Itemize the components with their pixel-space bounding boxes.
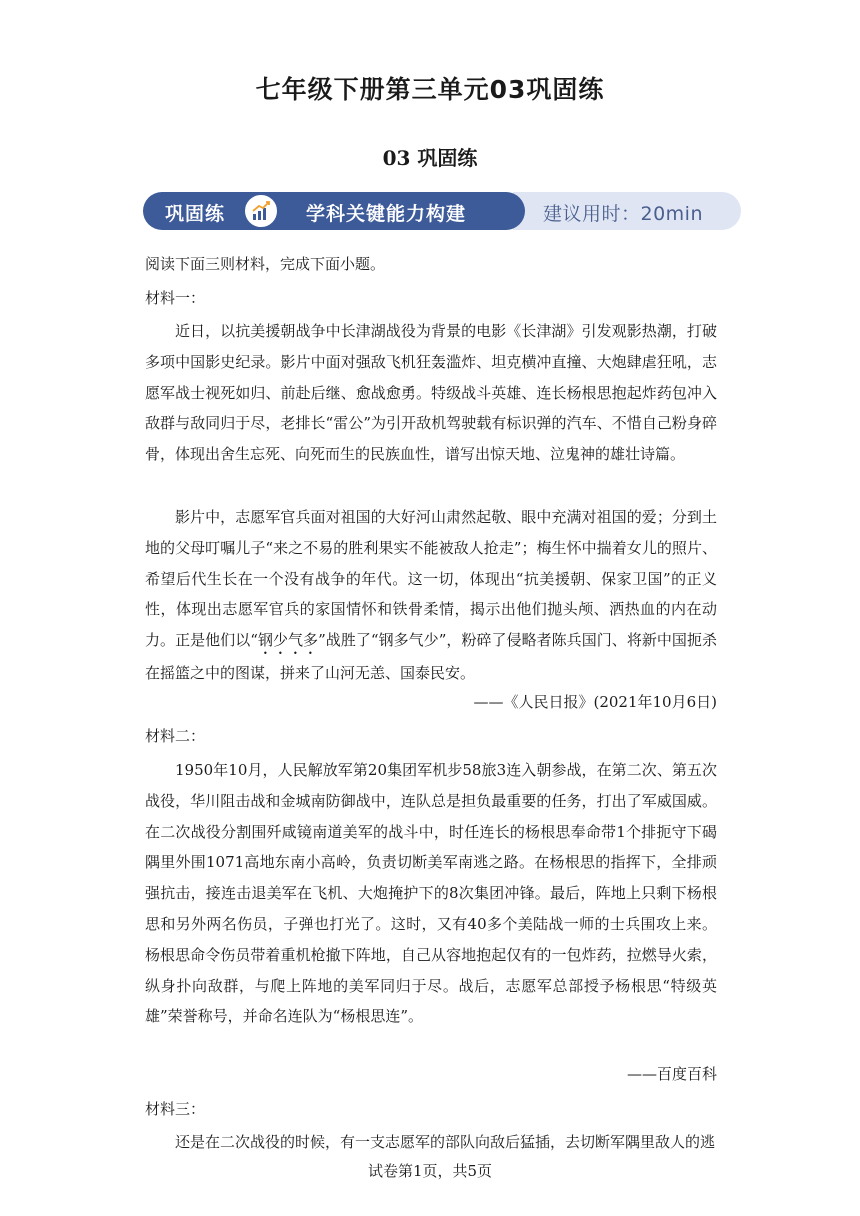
chart-growth-icon	[243, 193, 279, 229]
page-footer: 试卷第1页，共5页	[367, 1162, 493, 1180]
material-3-paragraph: 还是在二次战役的时候，有一支志愿军的部队向敌后猛插，去切断军隅里敌人的逃	[175, 1133, 716, 1151]
practice-banner	[143, 192, 741, 230]
material-2-label: 材料二：	[145, 727, 206, 745]
material-3-label: 材料三：	[145, 1100, 206, 1118]
material-1-paragraph-2	[145, 502, 717, 689]
banner-time-label: 建议用时：20min	[543, 203, 704, 225]
document-title: 七年级下册第三单元03巩固练	[255, 75, 605, 104]
instruction-text: 阅读下面三则材料，完成下面小题。	[145, 255, 386, 273]
banner-practice-label: 巩固练	[165, 203, 226, 225]
material-2-paragraph: 1950年10月，人民解放军第20集团军机步58旅3连入朝参战，在第二次、第五次战役，华川阻击战和金城南防御战中，连队总是担负最重要的任务，打出了军威国威。在二次战役分割围歼咸镜南道美军的战斗中，时任连长的杨根思奉命带1个排扼守下碣隅里外围1071高地东南小高岭，负责切断美军南逃之路。在杨根思的指挥下，全排顽强抗击，接连击退美军在飞机、大炮掩护下的8次集团冲锋。最后，阵地上只剩下杨根思和另外两名伤员，子弹也打光了。这时，又有40多个美陆战一师的士兵围攻上来。杨根思命令伤员带着重机枪撤下阵地，自己从容地抱起仅有的一包炸药，拉燃导火索，纵身扑向敌群，与爬上阵地的美军同归于尽。战后，志愿军总部授予杨根思“特级英雄”荣誉称号，并命名连队为“杨根思连”。	[145, 761, 717, 1026]
banner-skill-label: 学科关键能力构建	[306, 203, 467, 225]
material-1-source: ——《人民日报》(2021年10月6日)	[473, 693, 717, 711]
section-title: 03 巩固练	[382, 146, 478, 170]
paragraph-text: 影片中，志愿军官兵面对祖国的大好河山肃然起敬、眼中充满对祖国的爱；分到土地的父母叮嘱儿子“来之不易的胜利果实不能被敌人抢走”；梅生怀中揣着女儿的照片、希望后代生长在一个没有战争的年代。这一切，体现出“抗美援朝、保家卫国”的正义性，体现出志愿军官兵的家国情怀和铁骨柔情，揭示出他们抛头颅、洒热血的内在动力。正是他们以“	[145, 508, 717, 650]
material-1-label: 材料一：	[145, 289, 206, 307]
material-2-source: ——百度百科	[626, 1065, 717, 1083]
paragraph-text: ”战胜了“钢多气少”，粉碎了侵略者陈兵国门、将新中国扼杀在摇篮之中的图谋，拼来了山河无恙、国泰民安。	[145, 631, 717, 683]
material-1-paragraph-1: 近日，以抗美援朝战争中长津湖战役为背景的电影《长津湖》引发观影热潮，打破多项中国影史纪录。影片中面对强敌飞机狂轰滥炸、坦克横冲直撞、大炮肆虐狂吼，志愿军战士视死如归、前赴后继、愈战愈勇。特级战斗英雄、连长杨根思抱起炸药包冲入敌群与敌同归于尽，老排长“雷公”为引开敌机驾驶载有标识弹的汽车、不惜自己粉身碎骨，体现出舍生忘死、向死而生的民族血性，谱写出惊天地、泣鬼神的雄壮诗篇。	[145, 322, 717, 464]
emphasized-phrase: 钢少气多	[257, 631, 319, 650]
